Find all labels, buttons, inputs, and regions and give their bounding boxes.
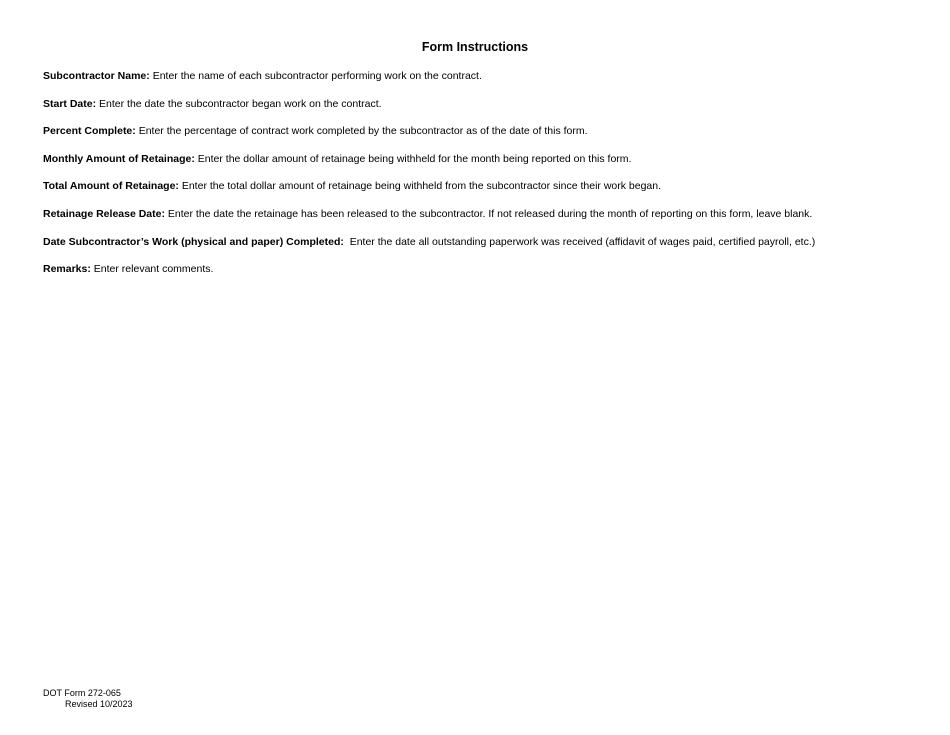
instruction-text: Enter the dollar amount of retainage being withheld for the month being reported on this form. xyxy=(194,152,632,165)
instruction-text: Enter the date the subcontractor began work on the contract. xyxy=(96,97,382,110)
instruction-term: Total Amount of Retainage: xyxy=(43,180,179,193)
instruction-total-retainage xyxy=(43,180,923,193)
instruction-text: Enter the total dollar amount of retainage being withheld from the subcontractor since their work began. xyxy=(178,180,662,193)
instruction-work-completed-date xyxy=(43,236,923,249)
instruction-percent-complete xyxy=(43,125,923,138)
instruction-term: Subcontractor Name: xyxy=(43,70,150,82)
form-footer xyxy=(43,688,133,710)
instruction-subcontractor-name xyxy=(43,70,923,83)
instructions-list xyxy=(43,70,923,291)
instruction-text: Enter the percentage of contract work completed by the subcontractor as of the date of this form. xyxy=(135,125,588,138)
instruction-monthly-retainage xyxy=(43,153,923,166)
instruction-term: Monthly Amount of Retainage: xyxy=(43,152,195,165)
page-title: Form Instructions xyxy=(421,40,529,54)
instruction-remarks xyxy=(43,263,923,276)
instruction-retainage-release-date xyxy=(43,208,923,221)
instruction-term: Retainage Release Date: xyxy=(43,207,165,220)
instruction-text: Enter the name of each subcontractor performing work on the contract. xyxy=(149,70,482,82)
instruction-text: Enter the date the retainage has been released to the subcontractor. If not released during the month of reporting on this form, leave blank. xyxy=(164,207,813,220)
revision-date: Revised 10/2023 xyxy=(65,699,133,709)
instruction-start-date xyxy=(43,98,923,111)
instruction-term: Date Subcontractor’s Work (physical and paper) Completed: xyxy=(43,235,344,248)
instruction-term: Remarks: xyxy=(43,263,91,276)
instruction-term: Percent Complete: xyxy=(43,125,136,138)
instruction-text: Enter relevant comments. xyxy=(90,263,214,276)
instruction-text: Enter the date all outstanding paperwork was received (affidavit of wages paid, certified payroll, etc.) xyxy=(343,235,816,248)
form-number: DOT Form 272-065 xyxy=(43,688,121,698)
instruction-term: Start Date: xyxy=(43,97,97,110)
